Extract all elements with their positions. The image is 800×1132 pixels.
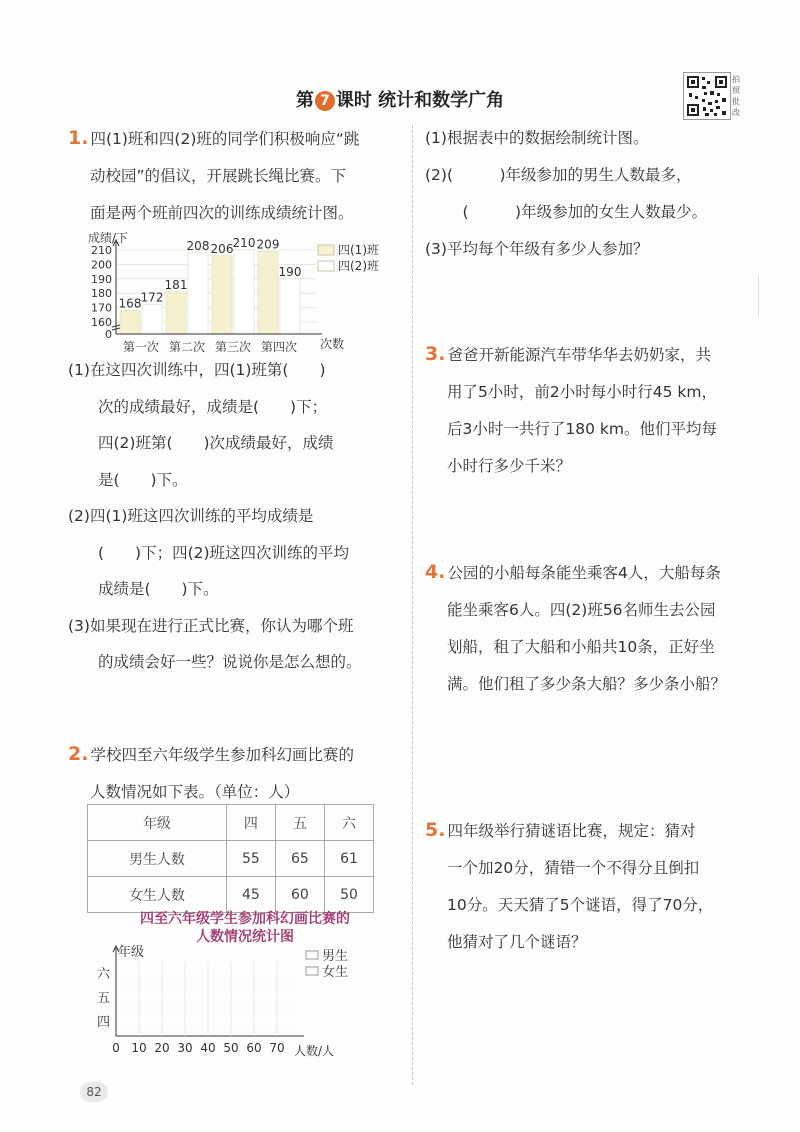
q2-subquestions	[425, 120, 765, 268]
chart2-xtick-label: 60	[246, 1041, 262, 1055]
table-cell: 45	[226, 877, 275, 913]
participants-table	[87, 804, 374, 913]
q4-line: 划船，租了大船和小船共10条，正好坐	[447, 638, 715, 656]
chart2-ytick-label: 六	[96, 967, 110, 982]
q4	[425, 554, 765, 703]
q1-sub-line: 是( )下。	[98, 470, 188, 489]
chart1-data-label: 181	[164, 277, 188, 292]
chart2-ytick-label: 五	[96, 991, 110, 1006]
chart1-ytick-label: 0	[105, 328, 112, 341]
q1-line-1: 1. 四(1)班和四(2)班的同学们积极响应“跳	[68, 127, 360, 149]
chart1-ytick-label: 180	[91, 287, 112, 301]
chart2-title: 四至六年级学生参加科幻画比赛的 人数情况统计图	[140, 911, 350, 945]
q4-line: 能坐乘客6人。四(2)班56名师生去公园	[447, 601, 716, 619]
chart2-xtick-label: 10	[131, 1041, 147, 1055]
page-edge-line	[758, 276, 759, 316]
table-cell: 65	[275, 841, 324, 877]
q2-sub-line: (1)根据表中的数据绘制统计图。	[425, 129, 649, 147]
chart2-xtick-label: 70	[269, 1041, 285, 1055]
q1-line-2: 动校园”的倡议，开展跳长绳比赛。下	[90, 167, 347, 185]
q5-line: 10分。天天猜了5个谜语，得了70分，	[447, 896, 714, 914]
chart1-legend-swatch	[318, 261, 334, 271]
chart2-legend-label: 男生	[322, 949, 349, 964]
q2-line-1: 2. 学校四至六年级学生参加科幻画比赛的	[68, 743, 354, 765]
q5	[425, 812, 765, 961]
q1-sub-line: 次的成绩最好，成绩是( )下；	[98, 397, 328, 416]
q5-line: 一个加20分，猜错一个不得分且倒扣	[447, 859, 700, 877]
chart2-xtick-label: 30	[177, 1041, 193, 1055]
title-prefix: 第	[295, 90, 314, 111]
chart1-data-label: 208	[186, 238, 210, 253]
chart2-legend-swatch	[306, 951, 318, 959]
q3-line: 用了5小时，前2小时每小时行45 km，	[447, 383, 717, 401]
chart1-data-label: 168	[118, 296, 142, 311]
table-cell: 61	[324, 841, 373, 877]
chart1-data-label: 210	[232, 236, 256, 250]
table-row	[88, 841, 374, 877]
chart1-data-label: 206	[210, 241, 234, 256]
lesson-number-badge: 7	[315, 91, 335, 111]
chart1-ytick-label: 200	[91, 258, 112, 272]
q2-number: 2.	[68, 743, 89, 765]
chart1-bar	[188, 253, 208, 334]
title-text: 课时 统计和数学广角	[335, 90, 505, 111]
chart2-xtick-label: 20	[154, 1041, 170, 1055]
chart2-ytick-label: 四	[96, 1015, 110, 1030]
table-header-cell: 五	[275, 805, 324, 841]
chart1-bar	[280, 279, 300, 334]
table-cell: 女生人数	[88, 877, 227, 913]
chart2-xtick-label: 40	[200, 1041, 216, 1055]
chart1-bar	[212, 256, 232, 334]
chart1-ytick-label: 210	[91, 244, 112, 257]
chart1-bar	[120, 310, 140, 334]
q5-line: 他猜对了几个谜语？	[447, 933, 587, 951]
q4-number: 4.	[425, 561, 446, 583]
table-cell: 55	[226, 841, 275, 877]
chart1-xtick-label: 第三次	[214, 340, 252, 354]
chart1-xtick-label: 第二次	[168, 340, 206, 354]
chart2-legend-label: 女生	[322, 965, 349, 980]
qr-label: 拍照批改	[732, 75, 740, 117]
q2-line-2: 人数情况如下表。（单位：人）	[90, 783, 300, 801]
q2-stem	[68, 736, 408, 811]
table-header-cell: 年级	[88, 805, 227, 841]
q5-line: 四年级举行猜谜语比赛，规定：猜对	[447, 822, 696, 840]
q1-line-3: 面是两个班前四次的训练成绩统计图。	[90, 204, 354, 222]
table-header-row	[88, 805, 374, 841]
q1-sub-line: 成绩是( )下。	[98, 580, 219, 598]
q5-number: 5.	[425, 819, 446, 841]
page-number: 82	[80, 1082, 108, 1102]
empty-grade-bar-chart	[86, 942, 386, 1062]
q2-sub-line: ( )年级参加的女生人数最少。	[447, 203, 708, 221]
qr-code-icon[interactable]	[683, 72, 731, 120]
chart1-legend-swatch	[318, 245, 334, 255]
page-title	[0, 86, 800, 112]
table-header-cell: 六	[324, 805, 373, 841]
chart2-xtick-label: 50	[223, 1041, 239, 1055]
q2-sub-line: (3)平均每个年级有多少人参加？	[425, 240, 649, 258]
chart2-xlabel: 人数/人	[294, 1044, 335, 1058]
chart1-ytick-label: 170	[91, 301, 112, 315]
chart1-xtick-label: 第四次	[260, 340, 298, 354]
q3-line: 后3小时一共行了180 km。他们平均每	[447, 420, 717, 438]
table-cell: 50	[324, 877, 373, 913]
chart2-legend-swatch	[306, 967, 318, 975]
chart1-bar	[142, 305, 162, 334]
q1-subquestions	[68, 352, 408, 681]
chart1-data-label: 172	[140, 290, 164, 305]
q1-sub-line: 的成绩会好一些？说说你是怎么想的。	[98, 653, 362, 671]
chart1-legend-label: 四(2)班	[338, 259, 379, 273]
q1-sub-line: 四(2)班第( )次成绩最好，成绩	[98, 434, 334, 452]
chart1-bar	[166, 292, 186, 334]
q1-sub-line: (2)四(1)班这四次训练的平均成绩是	[68, 507, 314, 525]
chart1-bar	[234, 250, 254, 334]
chart1-data-label: 190	[278, 264, 302, 279]
chart1-xlabel: 次数	[320, 337, 345, 351]
chart2-xtick-label: 0	[112, 1041, 120, 1055]
training-bar-chart	[80, 228, 405, 358]
table-row	[88, 877, 374, 913]
chart1-ytick-label: 160	[91, 316, 112, 329]
q3	[425, 336, 765, 485]
chart2-ylabel: 年级	[118, 945, 145, 960]
q1-sub-line: (1)在这四次训练中，四(1)班第( )	[68, 361, 326, 379]
q1-sub-line: (3)如果现在进行正式比赛，你认为哪个班	[68, 616, 354, 635]
chart1-xtick-label: 第一次	[122, 340, 160, 354]
q1-stem	[68, 120, 403, 232]
q2-sub-line: (2)( )年级参加的男生人数最多，	[425, 166, 692, 184]
q1-sub-line: ( )下；四(2)班这四次训练的平均	[98, 543, 350, 562]
column-divider	[412, 125, 413, 1085]
chart1-data-label: 209	[256, 237, 280, 252]
q4-line: 公园的小船每条能坐乘客4人，大船每条	[447, 564, 721, 582]
q1-number: 1.	[68, 127, 89, 149]
table-cell: 60	[275, 877, 324, 913]
chart1-legend-label: 四(1)班	[338, 243, 379, 257]
chart1-ylabel: 成绩/下	[88, 231, 129, 245]
q3-line: 小时行多少千米？	[447, 457, 572, 475]
q4-line: 满。他们租了多少条大船？多少条小船？	[447, 675, 727, 693]
q3-number: 3.	[425, 343, 446, 365]
table-cell: 男生人数	[88, 841, 227, 877]
q3-line: 爸爸开新能源汽车带华华去奶奶家，共	[447, 346, 711, 364]
chart1-bar	[258, 251, 278, 334]
chart1-ytick-label: 190	[91, 272, 112, 286]
table-header-cell: 四	[226, 805, 275, 841]
